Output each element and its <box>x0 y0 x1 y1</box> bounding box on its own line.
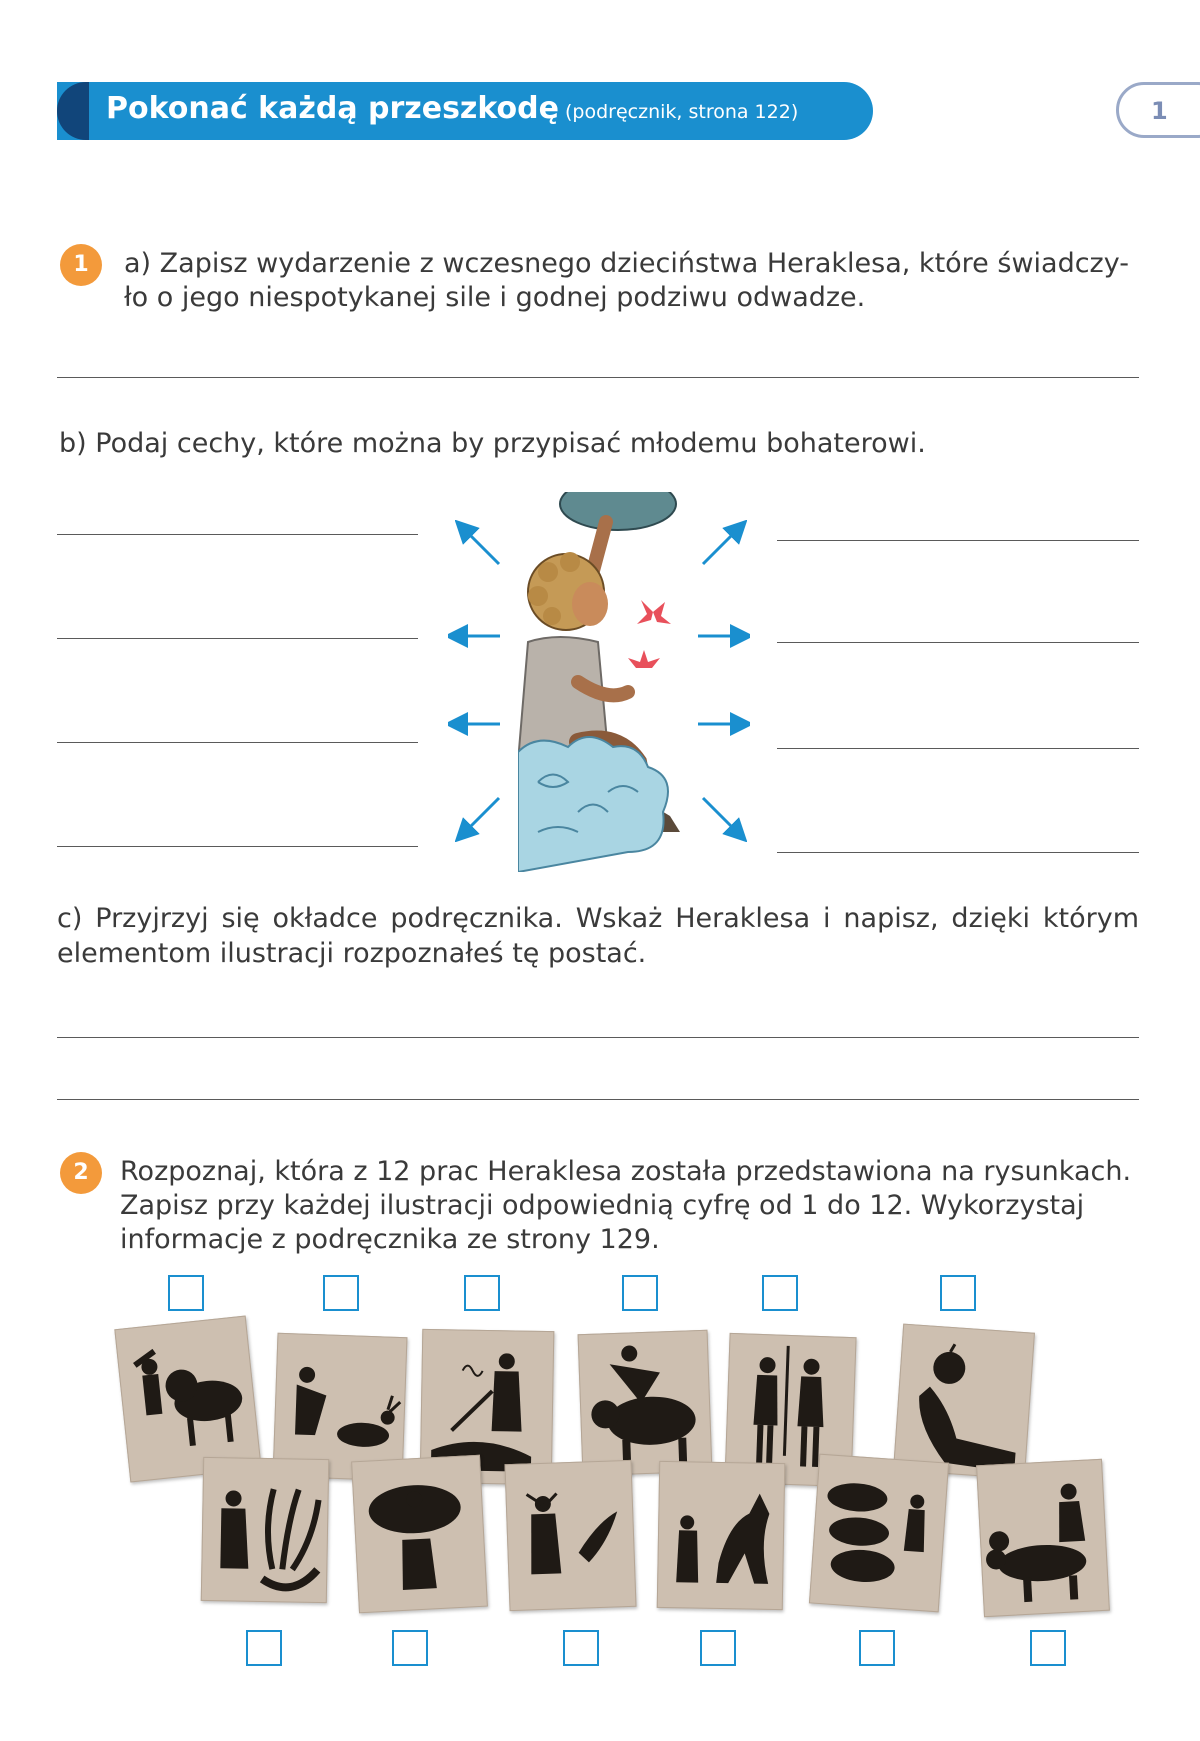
answer-box-bottom-4[interactable] <box>700 1630 736 1666</box>
answer-line-1c-2[interactable] <box>57 1099 1139 1100</box>
answer-box-bottom-6[interactable] <box>1030 1630 1066 1666</box>
answer-line-1c-1[interactable] <box>57 1037 1139 1038</box>
arrow-icon <box>448 624 504 648</box>
answer-line-1b-right-3[interactable] <box>777 748 1139 749</box>
answer-line-1b-right-4[interactable] <box>777 852 1139 853</box>
answer-line-1b-left-2[interactable] <box>57 638 418 639</box>
answer-line-1b-right-1[interactable] <box>777 540 1139 541</box>
answer-box-top-2[interactable] <box>323 1275 359 1311</box>
page-title <box>106 91 798 126</box>
answer-line-1a[interactable] <box>57 377 1139 378</box>
hero-illustration <box>518 492 686 872</box>
answer-box-top-1[interactable] <box>168 1275 204 1311</box>
answer-line-1b-left-1[interactable] <box>57 534 418 535</box>
task-2-number: 2 <box>60 1152 102 1194</box>
page-title-subtitle: (podręcznik, strona 122) <box>564 101 799 123</box>
labor-card-cerberus <box>976 1459 1110 1617</box>
answer-box-top-6[interactable] <box>940 1275 976 1311</box>
arrow-icon <box>455 520 507 572</box>
page-number: 1 <box>1151 97 1168 125</box>
arrow-icon <box>455 790 507 842</box>
task-2-text-line3: informacje z podręcznika ze strony 129. <box>120 1224 660 1255</box>
arrow-icon <box>695 520 747 572</box>
labor-card-cattle <box>809 1454 949 1613</box>
answer-box-bottom-5[interactable] <box>859 1630 895 1666</box>
answer-box-top-3[interactable] <box>464 1275 500 1311</box>
answer-box-top-5[interactable] <box>762 1275 798 1311</box>
arrow-icon <box>694 624 750 648</box>
task-1b-text: b) Podaj cechy, które można by przypisać młodemu bohaterowi. <box>59 428 926 459</box>
page-number-badge <box>1116 82 1200 138</box>
arrow-icon <box>694 712 750 736</box>
answer-box-bottom-3[interactable] <box>563 1630 599 1666</box>
labor-card-boar <box>351 1455 488 1614</box>
task-2-text-line2: Zapisz przy każdej ilustracji odpowiednią cyfrę od 1 do 12. Wykorzystaj <box>120 1190 1085 1221</box>
page-title-main: Pokonać każdą przeszkodę <box>106 91 559 126</box>
arrow-icon <box>448 712 504 736</box>
labor-card-apples <box>893 1324 1035 1480</box>
answer-box-top-4[interactable] <box>622 1275 658 1311</box>
task-1-number: 1 <box>60 244 102 286</box>
answer-box-bottom-1[interactable] <box>246 1630 282 1666</box>
answer-line-1b-left-3[interactable] <box>57 742 418 743</box>
labor-card-bull <box>578 1330 713 1476</box>
task-1c-text-line2: elementom ilustracji rozpoznałeś tę postać. <box>57 938 647 969</box>
task-1a-text-line2: ło o jego niespotykanej sile i godnej podziwu odwadze. <box>124 282 866 313</box>
answer-box-bottom-2[interactable] <box>392 1630 428 1666</box>
task-1c-text-line1: c) Przyjrzyj się okładce podręcznika. Wskaż Heraklesa i napisz, dzięki którym <box>57 903 1139 934</box>
labor-card-horse <box>657 1461 786 1610</box>
header-bar-cap <box>57 82 89 140</box>
labor-card-hydra <box>201 1457 329 1603</box>
labor-card-birds <box>504 1460 636 1611</box>
answer-line-1b-right-2[interactable] <box>777 642 1139 643</box>
task-2-text-line1: Rozpoznaj, która z 12 prac Heraklesa została przedstawiona na rysunkach. <box>120 1156 1132 1187</box>
answer-line-1b-left-4[interactable] <box>57 846 418 847</box>
arrow-icon <box>695 790 747 842</box>
task-1a-text-line1: a) Zapisz wydarzenie z wczesnego dzieciństwa Heraklesa, które świadczy- <box>124 248 1129 279</box>
